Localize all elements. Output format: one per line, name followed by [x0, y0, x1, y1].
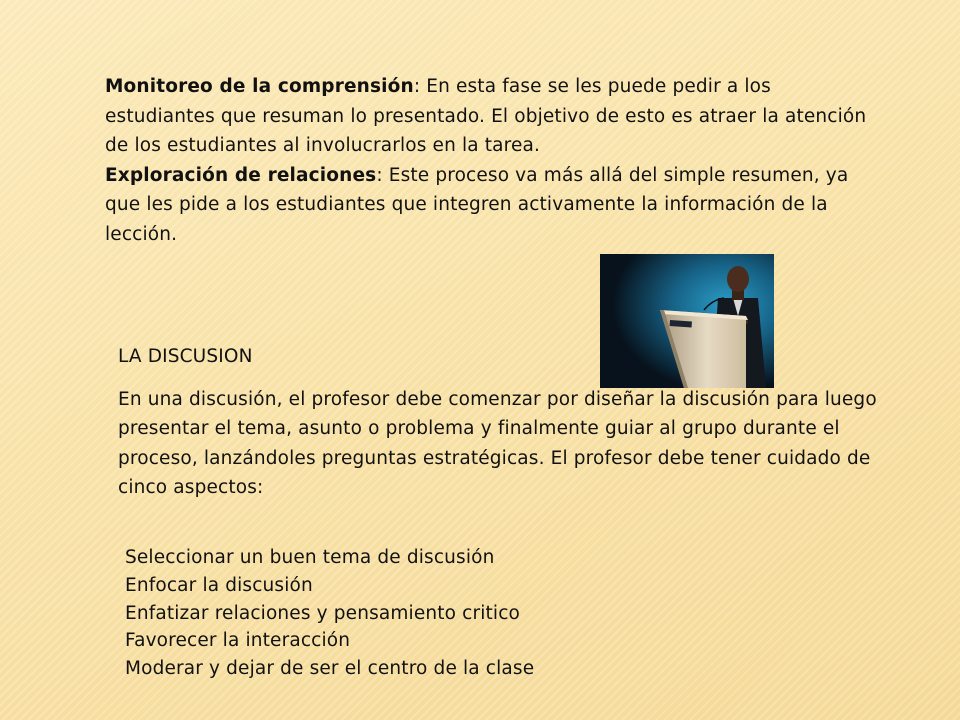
discussion-heading: LA DISCUSION — [118, 346, 253, 367]
list-item: Enfocar la discusión — [125, 574, 313, 596]
comprehension-monitoring-text: : En esta fase se les puede pedir a los estudiantes que resuman lo presentado. El objetivo de esto es atraer la atención de los estudiantes al involucrarlos en la tarea. — [105, 76, 867, 156]
discussion-paragraph: En una discusión, el profesor debe comenzar por diseñar la discusión para luego presentar el tema, asunto o problema y finalmente guiar al grupo durante el proceso, lanzándoles preguntas estratégicas. El profesor debe tener cuidado de cinco aspectos: — [118, 388, 877, 498]
list-item: Enfatizar relaciones y pensamiento critico — [125, 602, 520, 624]
aspects-list — [125, 544, 825, 683]
relations-exploration-text: : Este proceso va más allá del simple resumen, ya que les pide a los estudiantes que integren activamente la información de la lección. — [105, 164, 849, 245]
relations-exploration-term: Exploración de relaciones — [105, 164, 377, 186]
intro-text-block — [105, 72, 875, 249]
relations-exploration-paragraph — [105, 161, 875, 250]
list-item: Moderar y dejar de ser el centro de la clase — [125, 658, 535, 680]
list-item: Seleccionar un buen tema de discusión — [125, 547, 495, 568]
list-item: Favorecer la interacción — [125, 630, 351, 652]
comprehension-monitoring-paragraph — [105, 72, 875, 161]
comprehension-monitoring-term: Monitoreo de la comprensión — [105, 76, 414, 97]
discussion-section — [118, 342, 878, 503]
